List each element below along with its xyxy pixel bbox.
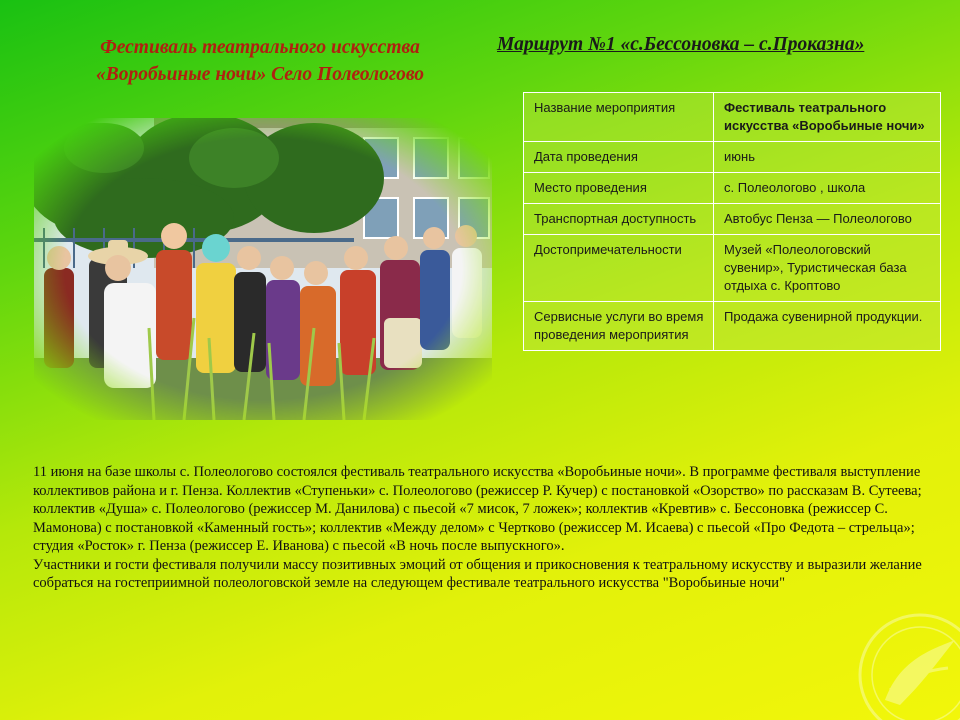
row-value: Фестиваль театрального искусства «Воробьиные ночи» [714,93,941,142]
row-label: Транспортная доступность [524,204,714,235]
route-title: Маршрут №1 «с.Бессоновка – с.Проказна» [497,34,865,55]
row-value: с. Полеологово , школа [714,173,941,204]
festival-title [40,34,480,88]
festival-photo-illustration [34,118,492,420]
table-row [524,235,941,302]
emblem-watermark-icon [830,580,960,720]
row-label: Место проведения [524,173,714,204]
table-row [524,302,941,351]
row-value: июнь [714,142,941,173]
festival-photo [34,118,492,420]
row-value: Автобус Пенза — Полеологово [714,204,941,235]
table-row [524,93,941,142]
description-paragraph-2: Участники и гости фестиваля получили массу позитивных эмоций от общения и прикосновения к театральному искусству и выразили желание собраться на гостеприимной полеологовской земле на следующем фестивале театрального искусства "Воробьиные ночи" [33,556,922,591]
row-value: Продажа сувенирной продукции. [714,302,941,351]
row-label: Название мероприятия [524,93,714,142]
description-paragraph-1: 11 июня на базе школы с. Полеологово состоялся фестиваль театрального искусства «Воробьиные ночи». В программе фестиваля выступление коллективов района и г. Пенза. Коллектив «Ступеньки» с. Полеологово (режиссер Р. Кучер) с постановкой «Озорство» по рассказам В. Сутеева; коллектив «Душа» с. Полеологово (режиссер М. Данилова) с пьесой «7 мисок, 7 ложек»; коллектив «Кревтив» с. Бессоновка (режиссер С. Мамонова) с постановкой «Каменный гость»; коллектив «Между делом» с Чертково (режиссер М. Исаева) с пьесой «Про Федота – стрельца»; студия «Росток» г. Пенза (режиссер Е. Иванова) с пьесой «В ночь после выпускного». [33,464,922,554]
event-info-table [523,92,941,351]
table-row [524,142,941,173]
table-row [524,173,941,204]
table-row [524,204,941,235]
festival-description [33,463,928,593]
festival-title-line1: Фестиваль театрального искусства [100,37,420,58]
row-value: Музей «Полеологовский сувенир», Туристическая база отдыха с. Кроптово [714,235,941,302]
row-label: Дата проведения [524,142,714,173]
row-label: Сервисные услуги во время проведения мероприятия [524,302,714,351]
festival-title-line2: «Воробьиные ночи» Село Полеологово [95,64,425,85]
row-label: Достопримечательности [524,235,714,302]
